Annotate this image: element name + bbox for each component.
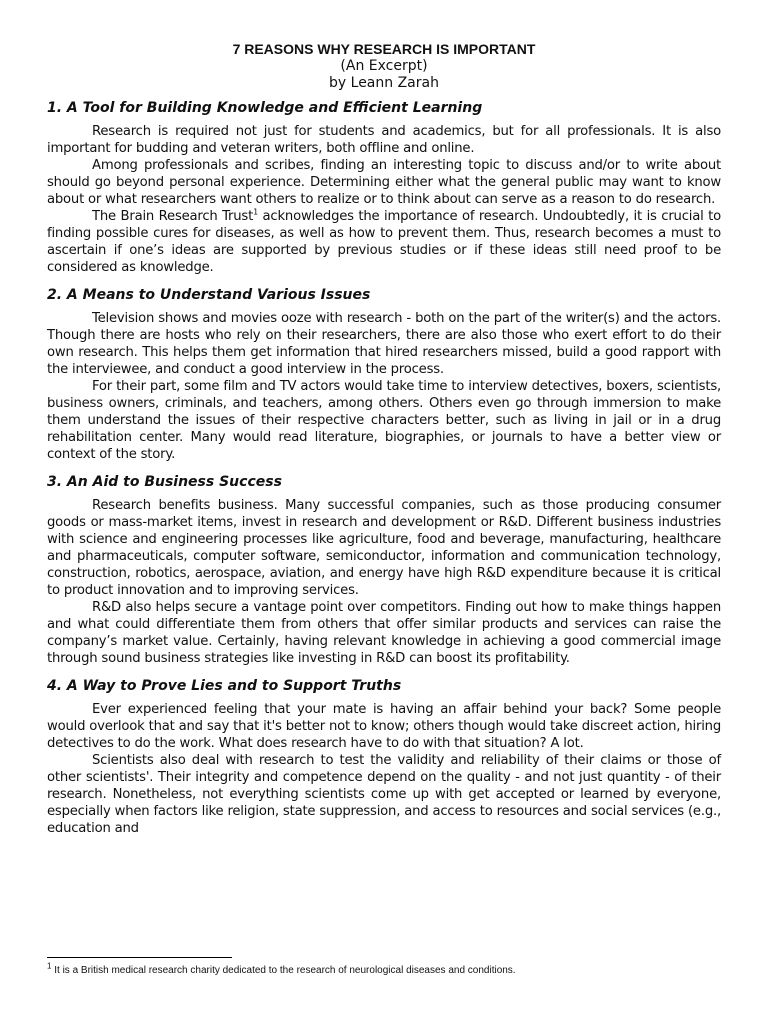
footnote-divider (47, 957, 232, 958)
footnote-marker: 1 (47, 961, 52, 971)
document-body (47, 41, 721, 848)
section-1 (47, 100, 721, 276)
paragraph-text: acknowledges the importance of research. Undoubtedly, it is crucial to finding possible cures for diseases, as well as how to prevent them. Thus, research becomes a must to ascertain if one’s ideas are supported by previous studies or if these ideas still need proof to be considered as knowledge. (47, 209, 721, 275)
paragraph-with-footnote (47, 208, 721, 276)
section-heading: 4. A Way to Prove Lies and to Support Truths (47, 678, 402, 694)
section-heading: 1. A Tool for Building Knowledge and Efficient Learning (47, 100, 483, 116)
paragraph: Research is required not just for students and academics, but for all professionals. It is also important for budding and veteran writers, both offline and online. (47, 124, 721, 156)
section-heading: 2. A Means to Understand Various Issues (47, 287, 371, 303)
paragraph-text: The Brain Research Trust (92, 209, 254, 224)
section-2 (47, 287, 721, 463)
title-block (47, 41, 721, 92)
footnote (47, 961, 721, 977)
paragraph: Scientists also deal with research to test the validity and reliability of their claims or those of other scientists'. Their integrity and competence depend on the quality - and not just quantity - of their research. Nonetheless, not everything scientists come up with get accepted or learned by everyone, especially when factors like religion, state suppression, and access to resources and social services (e.g., education and (47, 753, 721, 836)
paragraph: For their part, some film and TV actors would take time to interview detectives, boxers, scientists, business owners, criminals, and teachers, among others. Others even go through immersion to make them understand the issues of their respective characters better, such as living in jail or in a drug rehabilitation center. Many would read literature, biographies, or journals to have a better view or context of the story. (47, 379, 721, 462)
paragraph: Ever experienced feeling that your mate is having an affair behind your back? Some people would overlook that and say that it's better not to know; others though would take discreet action, hiring detectives to do the work. What does research have to do with that situation? A lot. (47, 702, 721, 751)
document-subtitle: (An Excerpt) (340, 58, 428, 74)
paragraph: Television shows and movies ooze with research - both on the part of the writer(s) and the actors. Though there are hosts who rely on their researchers, there are also those who exert effort to do their own research. This helps them get information that hired researchers missed, build a good rapport with the interviewee, and conduct a good interview in the process. (47, 311, 721, 377)
footnote-reference[interactable]: 1 (253, 207, 258, 217)
section-heading: 3. An Aid to Business Success (47, 474, 282, 490)
paragraph: R&D also helps secure a vantage point over competitors. Finding out how to make things happen and what could differentiate them from others that offer similar products and services can raise the company’s market value. Certainly, having relevant knowledge in achieving a good commercial image through sound business strategies like investing in R&D can boost its profitability. (47, 600, 721, 666)
paragraph: Among professionals and scribes, finding an interesting topic to discuss and/or to write about should go beyond personal experience. Determining either what the general public may want to know about or what researchers want others to realize or to think about can serve as a reason to do research. (47, 158, 721, 207)
paragraph: Research benefits business. Many successful companies, such as those producing consumer goods or mass-market items, invest in research and development or R&D. Different business industries with science and engineering processes like agriculture, food and beverage, manufacturing, healthcare and pharmaceuticals, computer software, semiconductor, information and communication technology, construction, robotics, aerospace, aviation, and energy have high R&D expenditure because it is critical to product innovation and to improving services. (47, 498, 721, 598)
section-4 (47, 678, 721, 837)
section-3 (47, 474, 721, 667)
footnote-text: It is a British medical research charity dedicated to the research of neurological diseases and conditions. (51, 965, 516, 976)
document-author: by Leann Zarah (329, 75, 439, 91)
document-title: 7 REASONS WHY RESEARCH IS IMPORTANT (232, 41, 536, 57)
